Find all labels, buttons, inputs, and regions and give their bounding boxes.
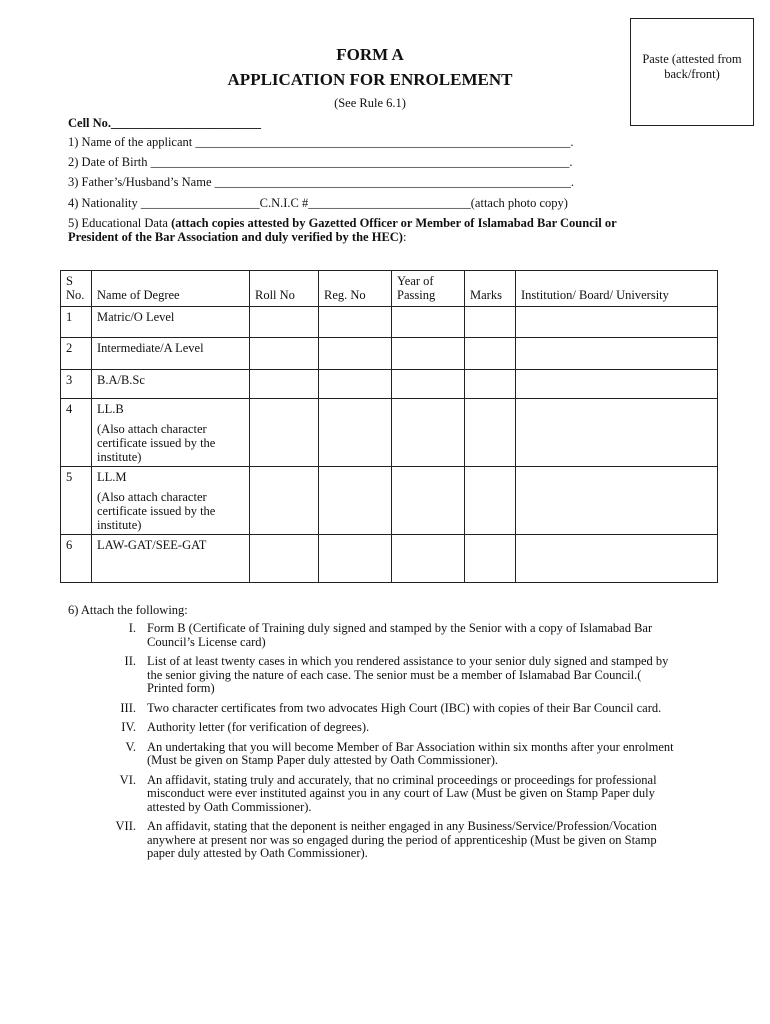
table-row: [61, 307, 718, 338]
col-year-of-passing: Year of Passing: [392, 271, 465, 307]
roll-cell[interactable]: [250, 399, 319, 467]
page-title: APPLICATION FOR ENROLEMENT: [227, 70, 513, 89]
item-text: An affidavit, stating that the deponent is neither engaged in any Business/Service/Profession/Vocation anywhere at present nor was so engaged during the period of apprenticeship (Must be given on Stamp paper duly attested by Oath Commissioner).: [147, 819, 657, 860]
row-sno: 2: [61, 338, 92, 370]
item-number: I.: [128, 621, 136, 635]
list-item: [68, 702, 678, 716]
institution-cell[interactable]: [516, 399, 718, 467]
col-sno: S No.: [61, 271, 92, 307]
edu-suffix: :: [402, 230, 407, 244]
year-cell[interactable]: [392, 307, 465, 338]
marks-cell[interactable]: [465, 338, 516, 370]
year-cell[interactable]: [392, 535, 465, 583]
item-text: Authority letter (for verification of degrees).: [147, 720, 370, 734]
row-degree: LL.M: [97, 470, 127, 484]
institution-cell[interactable]: [516, 338, 718, 370]
marks-cell[interactable]: [465, 307, 516, 338]
attachments-list: [68, 622, 678, 867]
reg-cell[interactable]: [319, 370, 392, 399]
row-degree-cell: [92, 399, 250, 467]
marks-cell[interactable]: [465, 399, 516, 467]
col-degree-name: Name of Degree: [92, 271, 250, 307]
reg-cell[interactable]: [319, 535, 392, 583]
item-number: III.: [120, 700, 136, 715]
list-item: [68, 622, 678, 649]
item-text: Form B (Certificate of Training duly signed and stamped by the Senior with a copy of Islamabad Bar Council’s License card): [147, 621, 653, 649]
row-sno: 3: [61, 370, 92, 399]
row-sno: 1: [61, 307, 92, 338]
educational-data-heading: [68, 216, 668, 244]
year-cell[interactable]: [392, 370, 465, 399]
father-husband-name-field[interactable]: 3) Father’s/Husband’s Name _________________________________________________________.: [68, 175, 574, 189]
table-row: [61, 399, 718, 467]
item-number: VII.: [115, 819, 136, 833]
col-institution: Institution/ Board/ University: [516, 271, 718, 307]
roll-cell[interactable]: [250, 338, 319, 370]
education-table: [60, 270, 718, 583]
list-item: [68, 741, 678, 768]
row-degree: Intermediate/A Level: [92, 338, 250, 370]
list-item: [68, 774, 678, 815]
year-cell[interactable]: [392, 467, 465, 535]
reg-cell[interactable]: [319, 307, 392, 338]
row-note: (Also attach character certificate issued by the institute): [97, 490, 216, 532]
rule-reference: (See Rule 6.1): [334, 96, 406, 110]
row-degree: LAW-GAT/SEE-GAT: [92, 535, 250, 583]
roll-cell[interactable]: [250, 467, 319, 535]
item-text: List of at least twenty cases in which you rendered assistance to your senior duly signed and stamped by the senior giving the nature of each case. The senior must be a member of Islamabad Bar Council.( Printed form): [147, 654, 669, 695]
marks-cell[interactable]: [465, 370, 516, 399]
col-roll-no: Roll No: [250, 271, 319, 307]
roll-cell[interactable]: [250, 370, 319, 399]
list-item: [68, 721, 678, 735]
row-sno: 5: [61, 467, 92, 535]
institution-cell[interactable]: [516, 307, 718, 338]
row-degree-cell: [92, 467, 250, 535]
col-reg-no: Reg. No: [319, 271, 392, 307]
reg-cell[interactable]: [319, 399, 392, 467]
row-sno: 4: [61, 399, 92, 467]
reg-cell[interactable]: [319, 467, 392, 535]
reg-cell[interactable]: [319, 338, 392, 370]
applicant-name-field[interactable]: 1) Name of the applicant ____________________________________________________________.: [68, 135, 574, 149]
list-item: [68, 655, 678, 696]
form-label: FORM A: [336, 45, 404, 64]
table-row: [61, 370, 718, 399]
marks-cell[interactable]: [465, 467, 516, 535]
item-number: II.: [124, 654, 136, 668]
institution-cell[interactable]: [516, 535, 718, 583]
item-number: VI.: [119, 772, 136, 787]
col-marks: Marks: [465, 271, 516, 307]
table-row: [61, 467, 718, 535]
year-cell[interactable]: [392, 338, 465, 370]
row-degree: LL.B: [97, 402, 124, 416]
item-number: V.: [125, 739, 136, 754]
attachments-heading: 6) Attach the following:: [68, 603, 188, 617]
edu-prefix: 5) Educational Data: [68, 216, 172, 230]
table-row: [61, 338, 718, 370]
marks-cell[interactable]: [465, 535, 516, 583]
roll-cell[interactable]: [250, 307, 319, 338]
item-text: Two character certificates from two advocates High Court (IBC) with copies of their Bar Council card.: [147, 700, 662, 715]
list-item: [68, 820, 678, 861]
row-degree: B.A/B.Sc: [92, 370, 250, 399]
item-text: An undertaking that you will become Member of Bar Association within six months after your enrolment (Must be given on Stamp Paper duly attested by Oath Commissioner).: [147, 739, 674, 767]
item-text: An affidavit, stating truly and accurately, that no criminal proceedings or proceedings for professional misconduct were ever instituted against you in any court of Law (Must be given on Stamp Paper duly attested by Oath Commissioner).: [147, 772, 657, 814]
cell-no-field[interactable]: Cell No.________________________: [68, 116, 262, 130]
nationality-cnic-field[interactable]: 4) Nationality ___________________C.N.I.C #__________________________(attach photo copy): [68, 196, 568, 210]
row-degree: Matric/O Level: [92, 307, 250, 338]
row-note: (Also attach character certificate issued by the institute): [97, 422, 216, 464]
row-sno: 6: [61, 535, 92, 583]
year-cell[interactable]: [392, 399, 465, 467]
date-of-birth-field[interactable]: 2) Date of Birth ___________________________________________________________________.: [68, 155, 573, 169]
item-number: IV.: [121, 720, 136, 734]
table-row: [61, 535, 718, 583]
institution-cell[interactable]: [516, 467, 718, 535]
photo-box-text: Paste (attested from back/front): [642, 52, 742, 81]
edu-instruction: (attach copies attested by Gazetted Officer or Member of Islamabad Bar Council or President of the Bar Association and duly verified by the HEC): [68, 216, 617, 244]
roll-cell[interactable]: [250, 535, 319, 583]
institution-cell[interactable]: [516, 370, 718, 399]
